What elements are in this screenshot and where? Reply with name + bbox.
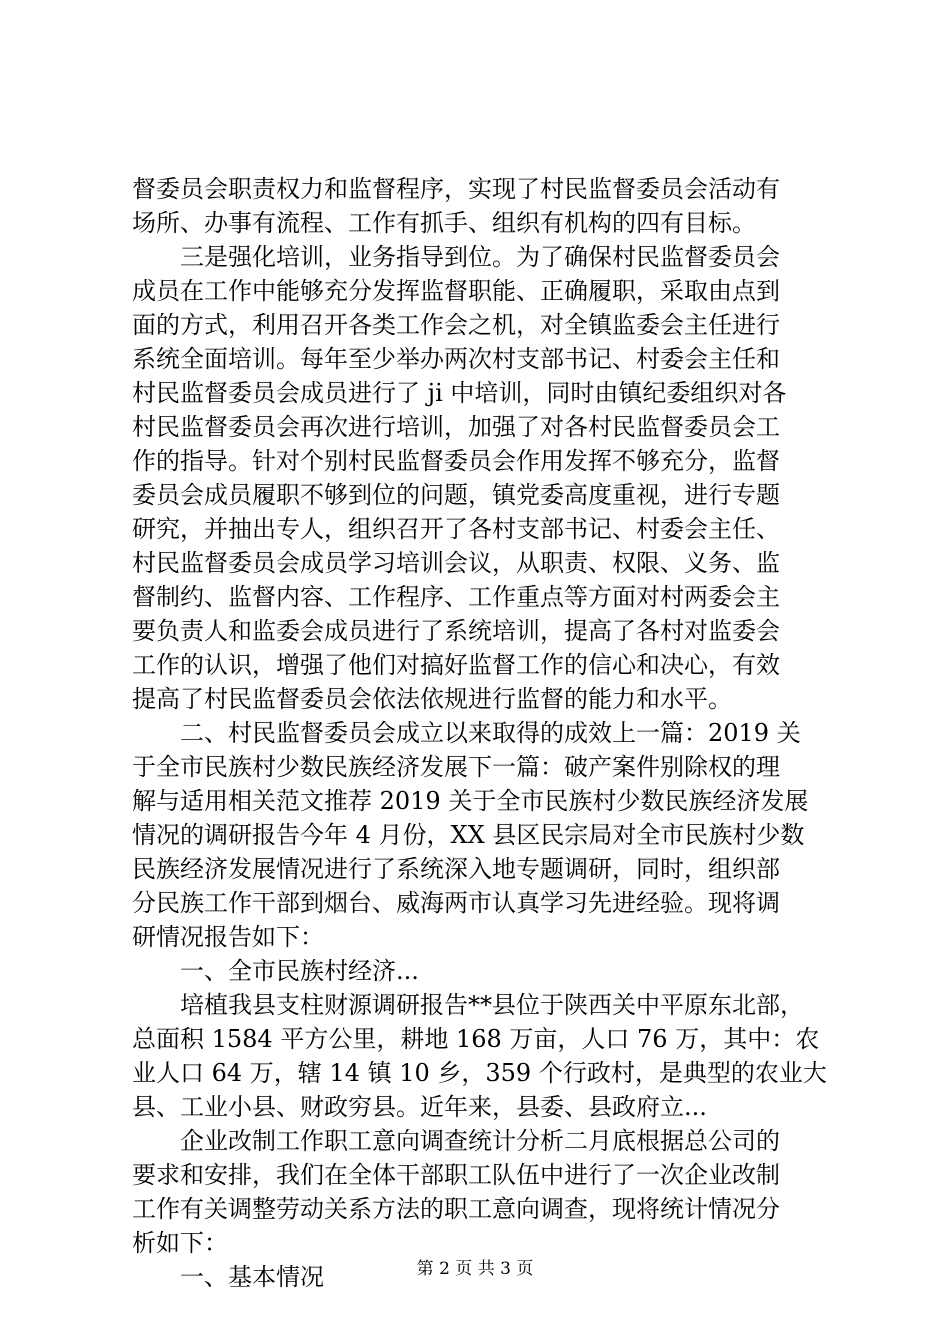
- text-line: 村民监督委员会成员学习培训会议，从职责、权限、义务、监: [132, 549, 780, 577]
- page-footer: 第 2 页 共 3 页: [416, 1259, 534, 1279]
- text-line: 研情况报告如下：: [132, 923, 324, 951]
- text-line: 研究，并抽出专人，组织召开了各村支部书记、村委会主任、: [132, 515, 780, 543]
- text-line: 面的方式，利用召开各类工作会之机，对全镇监委会主任进行: [132, 311, 780, 339]
- text-line: 县、工业小县、财政穷县。近年来，县委、县政府立...: [132, 1093, 707, 1121]
- text-line: 二、村民监督委员会成立以来取得的成效上一篇：2019 关: [132, 719, 801, 747]
- text-line: 成员在工作中能够充分发挥监督职能、正确履职，采取由点到: [132, 277, 780, 305]
- text-line: 村民监督委员会成员进行了 ji 中培训，同时由镇纪委组织对各: [132, 379, 787, 407]
- text-line: 三是强化培训，业务指导到位。为了确保村民监督委员会: [132, 243, 780, 271]
- text-line: 系统全面培训。每年至少举办两次村支部书记、村委会主任和: [132, 345, 780, 373]
- text-line: 于全市民族村少数民族经济发展下一篇：破产案件别除权的理: [132, 753, 780, 781]
- text-line: 提高了村民监督委员会依法依规进行监督的能力和水平。: [132, 685, 732, 713]
- text-line: 总面积 1584 平方公里，耕地 168 万亩，人口 76 万，其中：农: [132, 1025, 820, 1053]
- text-line: 分民族工作干部到烟台、威海两市认真学习先进经验。现将调: [132, 889, 780, 917]
- text-line: 工作有关调整劳动关系方法的职工意向调查，现将统计情况分: [132, 1195, 780, 1223]
- text-line: 一、全市民族村经济...: [132, 957, 419, 985]
- text-line: 督委员会职责权力和监督程序，实现了村民监督委员会活动有: [132, 175, 780, 203]
- text-line: 一、基本情况: [132, 1263, 324, 1291]
- text-line: 工作的认识，增强了他们对搞好监督工作的信心和决心，有效: [132, 651, 780, 679]
- text-line: 解与适用相关范文推荐 2019 关于全市民族村少数民族经济发展: [132, 787, 809, 815]
- text-line: 企业改制工作职工意向调查统计分析二月底根据总公司的: [132, 1127, 780, 1155]
- text-line: 业人口 64 万，辖 14 镇 10 乡，359 个行政村，是典型的农业大: [132, 1059, 827, 1087]
- text-line: 民族经济发展情况进行了系统深入地专题调研，同时，组织部: [132, 855, 780, 883]
- text-line: 情况的调研报告今年 4 月份，XX 县区民宗局对全市民族村少数: [132, 821, 805, 849]
- text-line: 委员会成员履职不够到位的问题，镇党委高度重视，进行专题: [132, 481, 780, 509]
- text-line: 要求和安排，我们在全体干部职工队伍中进行了一次企业改制: [132, 1161, 780, 1189]
- text-line: 场所、办事有流程、工作有抓手、组织有机构的四有目标。: [132, 209, 756, 237]
- text-line: 督制约、监督内容、工作程序、工作重点等方面对村两委会主: [132, 583, 780, 611]
- text-line: 培植我县支柱财源调研报告**县位于陕西关中平原东北部，: [132, 991, 804, 1019]
- text-line: 村民监督委员会再次进行培训，加强了对各村民监督委员会工: [132, 413, 780, 441]
- text-line: 要负责人和监委会成员进行了系统培训，提高了各村对监委会: [132, 617, 780, 645]
- text-line: 析如下：: [132, 1229, 228, 1257]
- text-line: 作的指导。针对个别村民监督委员会作用发挥不够充分，监督: [132, 447, 780, 475]
